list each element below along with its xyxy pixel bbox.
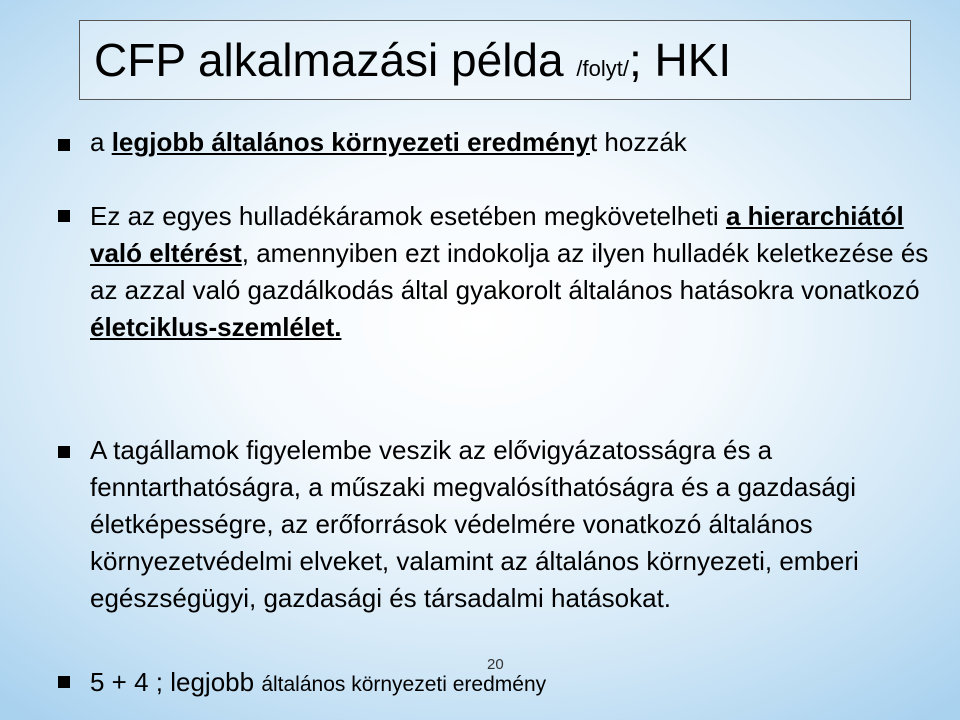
- bullet-2: Ez az egyes hulladékáramok esetében megkövetelheti a hierarchiától való eltérést, amennyiben ezt indokolja az ilyen hulladék keletkezése és az azzal való gazdálkodás által gyakorolt általános hatásokra vonatkozó életciklus-szemlélet.: [90, 201, 929, 342]
- bullet-3: A tagállamok figyelembe veszik az elővigyázatosságra és a fenntarthatóságra, a műszaki megvalósíthatóságra és a gazdasági életképességre, az erőforrások védelmére vonatkozó általános környezetvédelmi elveket, valamint az általános környezeti, emberi egészségügyi, gazdasági és társadalmi hatásokat.: [90, 435, 859, 613]
- bullet-4: 5 + 4 ; legjobb általános környezeti eredmény: [90, 667, 547, 697]
- bullet-square-icon: [58, 139, 70, 151]
- bullet-square-icon: [58, 676, 70, 688]
- bullet-square-icon: [58, 446, 70, 458]
- bullet-1: a legjobb általános környezeti eredményt hozzák: [90, 127, 687, 157]
- slide-title: CFP alkalmazási példa /folyt/; HKI: [94, 34, 732, 86]
- bullet-square-icon: [58, 210, 70, 222]
- page-number: 20: [487, 656, 504, 673]
